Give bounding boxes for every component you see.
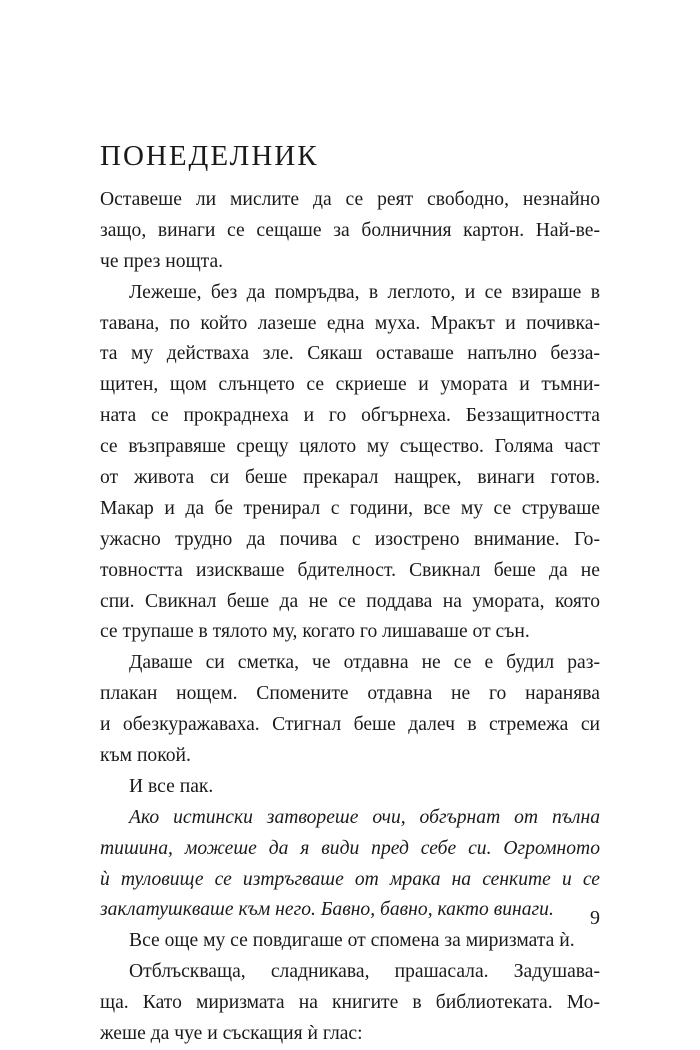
text-line: се възправяше срещу цялото му същество. Голяма част — [100, 436, 600, 458]
text-line: че през нощта. — [100, 250, 224, 272]
text-line: плакан нощем. Спомените отдавна не го наранява — [100, 683, 600, 705]
text-line: щитен, щом слънцето се скриеше и умората и тъмни- — [100, 374, 600, 396]
text-line: и обезкуражаваха. Стигнал беше далеч в стремежа си — [100, 714, 600, 736]
text-line: Даваше си сметка, че отдавна не се е будил раз- — [129, 652, 600, 674]
text-line: към покой. — [100, 745, 191, 767]
text-line: товността изискваше бдителност. Свикнал беше да не — [100, 559, 600, 581]
text-line: жеше да чуе и съскащия ѝ глас: — [100, 1023, 363, 1045]
text-line: Лежеше, без да помръдва, в леглото, и се взираше в — [129, 281, 600, 303]
body-text — [100, 185, 600, 1050]
text-line: защо, винаги се сещаше за болничния картон. Най-ве- — [100, 219, 600, 241]
text-line: ща. Като миризмата на книгите в библиотеката. Мо- — [100, 992, 600, 1014]
text-line: Оставеше ли мислите да се реят свободно, незнайно — [100, 189, 600, 210]
text-line: Ако истински затвореше очи, обгърнат от пълна — [129, 806, 600, 828]
text-line: Макар и да бе тренирал с години, все му се струваше — [100, 497, 600, 519]
text-line: от живота си беше прекарал нащрек, винаги готов. — [100, 467, 600, 489]
text-line: тишина, можеше да я види пред себе си. Огромното — [100, 837, 600, 859]
text-line: И все пак. — [129, 775, 214, 797]
text-line: ужасно трудно да почива с изострено внимание. Го- — [100, 528, 600, 550]
text-line: спи. Свикнал беше да не се поддава на умората, която — [100, 590, 600, 612]
text-line: Отблъскваща, сладникава, прашасала. Задушава- — [129, 961, 600, 983]
text-line: заклатушкваше към него. Бавно, бавно, както винаги. — [100, 899, 554, 921]
text-line: ната се прокраднеха и го обгърнеха. Беззащитността — [100, 405, 600, 427]
text-line: ѝ туловище се изтръгваше от мрака на сенките и се — [100, 868, 600, 890]
text-line: тавана, по който лазеше една муха. Мракът и почивка- — [100, 312, 600, 334]
text-line: се трупаше в тялото му, когато го лишаваше от сън. — [100, 621, 530, 643]
text-line: та му действаха зле. Сякаш оставаше напълно безза- — [100, 343, 600, 365]
text-line: Все още му се повдигаше от спомена за миризмата ѝ. — [129, 930, 575, 952]
page-number: 9 — [590, 907, 600, 929]
chapter-title: ПОНЕДЕЛНИК — [100, 140, 319, 172]
